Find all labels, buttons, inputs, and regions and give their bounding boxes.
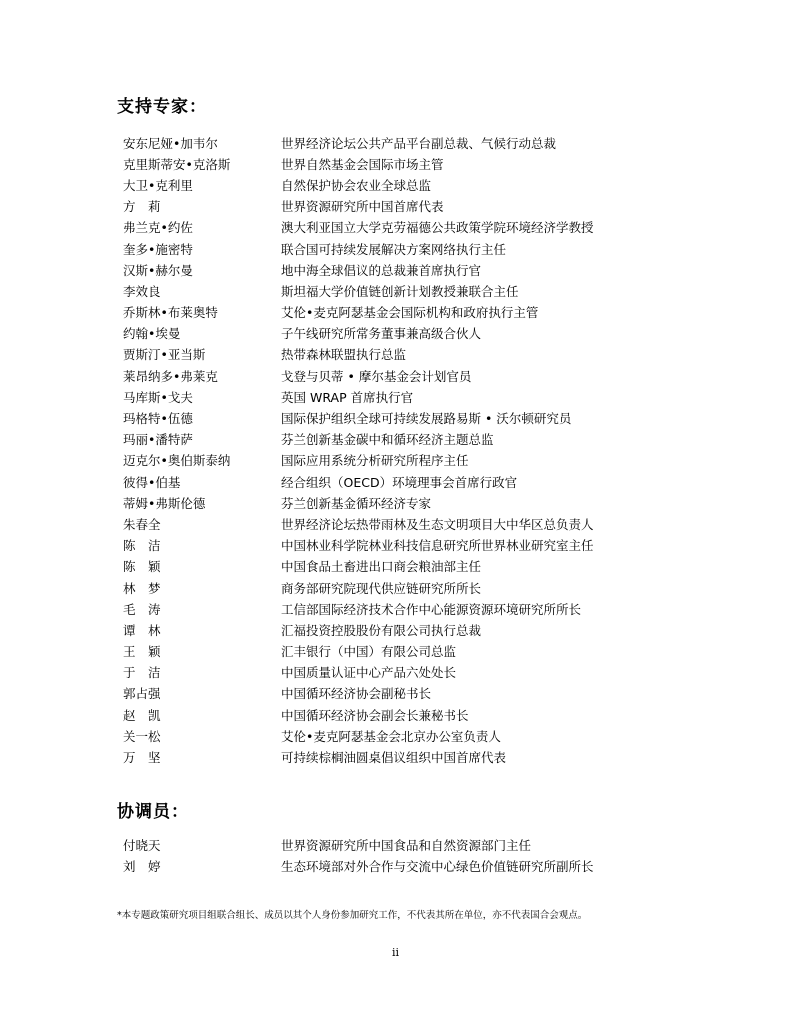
expert-role: 中国食品土畜进出口商会粮油部主任 [281, 559, 482, 575]
list-item [123, 450, 683, 471]
list-item [123, 577, 683, 598]
list-item [123, 217, 683, 238]
expert-name: 乔斯林•布莱奥特 [123, 305, 218, 321]
coordinator-role: 生态环境部对外合作与交流中心绿色价值链研究所副所长 [281, 858, 594, 874]
list-item [123, 259, 683, 280]
expert-role: 汇丰银行（中国）有限公司总监 [281, 644, 457, 660]
expert-name: 蒂姆•弗斯伦德 [123, 495, 206, 511]
expert-name: 克里斯蒂安•克洛斯 [123, 156, 231, 172]
expert-name: 于 洁 [123, 665, 161, 681]
expert-role: 汇福投资控股股份有限公司执行总裁 [281, 622, 482, 638]
list-item [123, 556, 683, 577]
list-item [123, 513, 683, 534]
expert-name: 贾斯汀•亚当斯 [123, 347, 206, 363]
expert-role: 世界自然基金会国际市场主管 [281, 156, 444, 172]
expert-name: 约翰•埃曼 [123, 326, 181, 342]
expert-name: 安东尼娅•加韦尔 [123, 135, 218, 151]
list-item [123, 834, 683, 855]
expert-role: 中国林业科学院林业科技信息研究所世界林业研究室主任 [281, 538, 594, 554]
expert-role: 艾伦•麦克阿瑟基金会北京办公室负责人 [281, 728, 501, 744]
expert-name: 方 莉 [123, 199, 161, 215]
list-item [123, 344, 683, 365]
experts-heading: 支持专家： [117, 97, 207, 117]
expert-role: 国际应用系统分析研究所程序主任 [281, 453, 469, 469]
expert-role: 中国质量认证中心产品六处处长 [281, 665, 457, 681]
expert-name: 彼得•伯基 [123, 474, 181, 490]
expert-role: 工信部国际经济技术合作中心能源资源环境研究所所长 [281, 601, 582, 617]
coordinator-name: 刘 婷 [123, 858, 161, 874]
list-item [123, 598, 683, 619]
coordinators-list [123, 834, 683, 876]
expert-name: 林 梦 [123, 580, 161, 596]
expert-role: 子午线研究所常务董事兼高级合伙人 [281, 326, 482, 342]
expert-role: 芬兰创新基金碳中和循环经济主题总监 [281, 432, 494, 448]
coordinator-name: 付晓天 [123, 837, 161, 853]
list-item [123, 196, 683, 217]
expert-role: 戈登与贝蒂 • 摩尔基金会计划官员 [281, 368, 472, 384]
coordinator-role: 世界资源研究所中国食品和自然资源部门主任 [281, 837, 532, 853]
list-item [123, 662, 683, 683]
list-item [123, 746, 683, 767]
experts-list [123, 132, 683, 768]
list-item [123, 407, 683, 428]
expert-role: 中国循环经济协会副会长兼秘书长 [281, 707, 469, 723]
expert-role: 斯坦福大学价值链创新计划教授兼联合主任 [281, 283, 519, 299]
expert-role: 自然保护协会农业全球总监 [281, 177, 432, 193]
list-item [123, 492, 683, 513]
expert-role: 可持续棕榈油圆桌倡议组织中国首席代表 [281, 750, 507, 766]
expert-name: 弗兰克•约佐 [123, 220, 193, 236]
expert-role: 商务部研究院现代供应链研究所所长 [281, 580, 482, 596]
expert-name: 陈 颖 [123, 559, 161, 575]
list-item [123, 386, 683, 407]
list-item [123, 535, 683, 556]
expert-role: 中国循环经济协会副秘书长 [281, 686, 432, 702]
expert-role: 世界资源研究所中国首席代表 [281, 199, 444, 215]
expert-role: 世界经济论坛公共产品平台副总裁、气候行动总裁 [281, 135, 557, 151]
expert-role: 艾伦•麦克阿瑟基金会国际机构和政府执行主管 [281, 305, 539, 321]
expert-name: 汉斯•赫尔曼 [123, 262, 193, 278]
list-item [123, 855, 683, 876]
expert-name: 万 坚 [123, 750, 161, 766]
expert-name: 郭占强 [123, 686, 161, 702]
expert-role: 芬兰创新基金循环经济专家 [281, 495, 432, 511]
expert-role: 地中海全球倡议的总裁兼首席执行官 [281, 262, 482, 278]
list-item [123, 280, 683, 301]
expert-role: 英国 WRAP 首席执行官 [281, 389, 414, 405]
expert-role: 世界经济论坛热带雨林及生态文明项目大中华区总负责人 [281, 516, 594, 532]
expert-name: 王 颖 [123, 644, 161, 660]
list-item [123, 174, 683, 195]
list-item [123, 323, 683, 344]
expert-name: 大卫•克利里 [123, 177, 193, 193]
list-item [123, 704, 683, 725]
expert-role: 热带森林联盟执行总监 [281, 347, 407, 363]
expert-name: 玛丽•潘特萨 [123, 432, 193, 448]
list-item [123, 238, 683, 259]
list-item [123, 683, 683, 704]
expert-name: 毛 涛 [123, 601, 161, 617]
list-item [123, 725, 683, 746]
expert-name: 谭 林 [123, 622, 161, 638]
expert-name: 李效良 [123, 283, 161, 299]
expert-role: 国际保护组织全球可持续发展路易斯 • 沃尔顿研究员 [281, 411, 572, 427]
list-item [123, 471, 683, 492]
footnote: *本专题政策研究项目组联合组长、成员以其个人身份参加研究工作，不代表其所在单位，亦不代表国合会观点。 [117, 910, 588, 921]
page-number: ii [391, 946, 400, 959]
expert-name: 陈 洁 [123, 538, 161, 554]
expert-name: 关一松 [123, 728, 161, 744]
list-item [123, 429, 683, 450]
coordinators-heading: 协调员： [117, 802, 189, 822]
expert-role: 澳大利亚国立大学克劳福德公共政策学院环境经济学教授 [281, 220, 594, 236]
list-item [123, 365, 683, 386]
list-item [123, 302, 683, 323]
expert-name: 朱春全 [123, 516, 161, 532]
expert-name: 马库斯•戈夫 [123, 389, 193, 405]
expert-name: 迈克尔•奥伯斯泰纳 [123, 453, 231, 469]
expert-name: 玛格特•伍德 [123, 411, 193, 427]
list-item [123, 132, 683, 153]
expert-name: 赵 凯 [123, 707, 161, 723]
expert-name: 奎多•施密特 [123, 241, 193, 257]
expert-name: 莱昂纳多•弗莱克 [123, 368, 218, 384]
list-item [123, 153, 683, 174]
list-item [123, 641, 683, 662]
list-item [123, 619, 683, 640]
expert-role: 经合组织（OECD）环境理事会首席行政官 [281, 474, 518, 490]
expert-role: 联合国可持续发展解决方案网络执行主任 [281, 241, 507, 257]
